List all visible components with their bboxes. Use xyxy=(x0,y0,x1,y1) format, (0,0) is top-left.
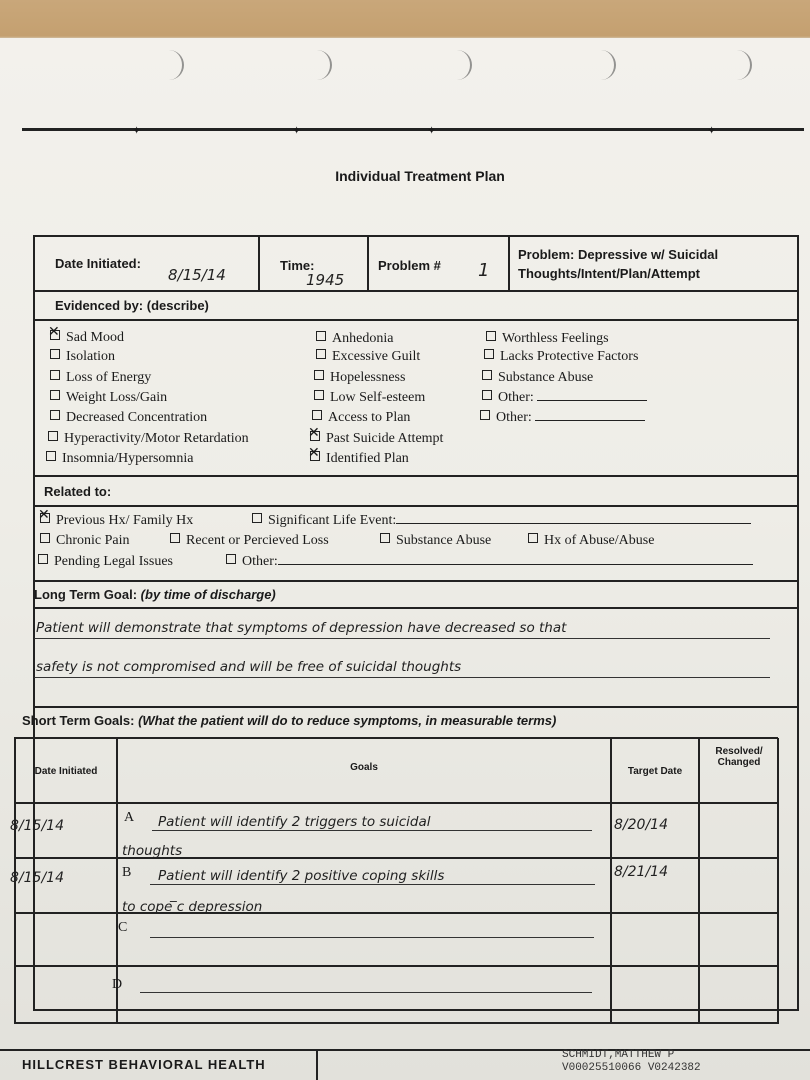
problem-line2: Thoughts/Intent/Plan/Attempt xyxy=(518,266,700,281)
form-title: Individual Treatment Plan xyxy=(335,168,505,184)
checkbox-icon[interactable] xyxy=(226,554,236,564)
column-goals: Goals xyxy=(350,762,378,773)
checkbox-checked-icon[interactable] xyxy=(40,513,50,523)
time-label: Time: xyxy=(280,258,315,273)
long-term-goal-line1[interactable]: Patient will demonstrate that symptoms of depression have decreased so that xyxy=(36,620,567,636)
problem-label: Problem: Depressive w/ Suicidal xyxy=(518,247,719,262)
goal-a-text-line2[interactable]: thoughts xyxy=(122,843,183,859)
goal-d-line[interactable] xyxy=(140,992,592,993)
patient-name: SCHMIDT,MATTHEW P xyxy=(562,1049,675,1061)
evidence-decreased-concentration[interactable]: Decreased Concentration xyxy=(50,410,207,426)
evidence-other-2[interactable]: Other: xyxy=(480,410,645,426)
related-hx-abuse[interactable]: Hx of Abuse/Abuse xyxy=(528,533,654,549)
date-initiated-value[interactable]: 8/15/14 xyxy=(168,266,226,284)
checkbox-icon[interactable] xyxy=(482,370,492,380)
evidence-isolation[interactable]: Isolation xyxy=(50,349,115,365)
checkbox-icon[interactable] xyxy=(314,390,324,400)
problem-number-value[interactable]: 1 xyxy=(478,260,490,281)
evidence-lacks-protective-factors[interactable]: Lacks Protective Factors xyxy=(484,349,638,365)
related-recent-loss[interactable]: Recent or Percieved Loss xyxy=(170,533,329,549)
related-chronic-pain[interactable]: Chronic Pain xyxy=(40,533,130,549)
goal-a-letter: A xyxy=(124,810,135,825)
evidence-sad-mood[interactable]: ✕Sad Mood xyxy=(50,330,124,346)
related-substance-abuse[interactable]: Substance Abuse xyxy=(380,533,491,549)
evidence-identified-plan[interactable]: ✕Identified Plan xyxy=(310,451,409,467)
checkbox-checked-icon[interactable] xyxy=(310,431,320,441)
time-value[interactable]: 1945 xyxy=(306,271,345,289)
problem-number-label: Problem # xyxy=(378,258,441,273)
evidenced-label: Evidenced by: (describe) xyxy=(55,298,209,313)
checkbox-icon[interactable] xyxy=(380,533,390,543)
checkbox-icon[interactable] xyxy=(482,390,492,400)
checkbox-icon[interactable] xyxy=(486,331,496,341)
goal-c-letter: C xyxy=(118,920,128,935)
goal-a-text[interactable]: Patient will identify 2 triggers to suicidal xyxy=(158,814,431,830)
checkbox-icon[interactable] xyxy=(170,533,180,543)
related-pending-legal[interactable]: Pending Legal Issues xyxy=(38,554,173,570)
evidence-anhedonia[interactable]: Anhedonia xyxy=(316,331,393,347)
checkbox-icon[interactable] xyxy=(484,349,494,359)
checkbox-icon[interactable] xyxy=(314,370,324,380)
column-date-initiated: Date Initiated xyxy=(34,766,98,777)
checkbox-icon[interactable] xyxy=(50,370,60,380)
evidence-hopelessness[interactable]: Hopelessness xyxy=(314,370,405,386)
checkbox-icon[interactable] xyxy=(50,410,60,420)
related-label: Related to: xyxy=(44,484,112,499)
goal-b-date[interactable]: 8/15/14 xyxy=(10,870,64,886)
checkbox-icon[interactable] xyxy=(480,410,490,420)
checkbox-icon[interactable] xyxy=(252,513,262,523)
goal-b-text[interactable]: Patient will identify 2 positive coping skills xyxy=(158,868,445,884)
related-previous-hx[interactable]: ✕Previous Hx/ Family Hx xyxy=(40,513,193,529)
checkbox-icon[interactable] xyxy=(48,431,58,441)
checkbox-icon[interactable] xyxy=(528,533,538,543)
patient-ids: V00025510066 V0242382 xyxy=(562,1062,701,1074)
patient-label xyxy=(562,1049,701,1075)
long-term-goal-label: Long Term Goal: (by time of discharge) xyxy=(34,587,276,602)
short-term-goals-label: Short Term Goals: (What the patient will do to reduce symptoms, in measurable terms) xyxy=(22,713,557,728)
checkbox-icon[interactable] xyxy=(38,554,48,564)
goal-b-text-line2[interactable]: to cope ̅c depression xyxy=(122,899,263,915)
goal-a-target[interactable]: 8/20/14 xyxy=(614,817,668,833)
header-rule: ✦ ✦ ✦ ✦ xyxy=(22,128,804,131)
evidence-worthless-feelings[interactable]: Worthless Feelings xyxy=(486,331,609,347)
facility-name: HILLCREST BEHAVIORAL HEALTH xyxy=(22,1057,266,1072)
evidence-low-self-esteem[interactable]: Low Self-esteem xyxy=(314,390,425,406)
date-initiated-label: Date Initiated: xyxy=(55,256,141,271)
goal-a-date[interactable]: 8/15/14 xyxy=(10,818,64,834)
goal-c-line[interactable] xyxy=(150,937,594,938)
checkbox-icon[interactable] xyxy=(316,331,326,341)
checkbox-icon[interactable] xyxy=(50,349,60,359)
evidence-substance-abuse[interactable]: Substance Abuse xyxy=(482,370,593,386)
evidence-access-to-plan[interactable]: Access to Plan xyxy=(312,410,410,426)
checkbox-icon[interactable] xyxy=(46,451,56,461)
evidence-other-1[interactable]: Other: xyxy=(482,390,647,406)
column-target-date: Target Date xyxy=(627,766,683,777)
goal-b-letter: B xyxy=(122,865,132,880)
related-significant-life-event[interactable]: Significant Life Event: xyxy=(252,513,751,529)
evidence-insomnia[interactable]: Insomnia/Hypersomnia xyxy=(46,451,193,467)
checkbox-checked-icon[interactable] xyxy=(310,451,320,461)
evidence-hyperactivity[interactable]: Hyperactivity/Motor Retardation xyxy=(48,431,249,447)
checkbox-icon[interactable] xyxy=(312,410,322,420)
goal-d-letter: D xyxy=(112,977,123,992)
evidence-loss-of-energy[interactable]: Loss of Energy xyxy=(50,370,151,386)
long-term-goal-line2[interactable]: safety is not compromised and will be free of suicidal thoughts xyxy=(36,659,462,675)
evidence-past-suicide-attempt[interactable]: ✕Past Suicide Attempt xyxy=(310,431,443,447)
column-resolved-changed: Resolved/ Changed xyxy=(715,746,763,768)
checkbox-icon[interactable] xyxy=(40,533,50,543)
goal-b-target[interactable]: 8/21/14 xyxy=(614,864,668,880)
evidence-excessive-guilt[interactable]: Excessive Guilt xyxy=(316,349,420,365)
related-other[interactable]: Other: xyxy=(226,554,753,570)
checkbox-checked-icon[interactable] xyxy=(50,330,60,340)
checkbox-icon[interactable] xyxy=(316,349,326,359)
evidence-weight-loss-gain[interactable]: Weight Loss/Gain xyxy=(50,390,167,406)
checkbox-icon[interactable] xyxy=(50,390,60,400)
